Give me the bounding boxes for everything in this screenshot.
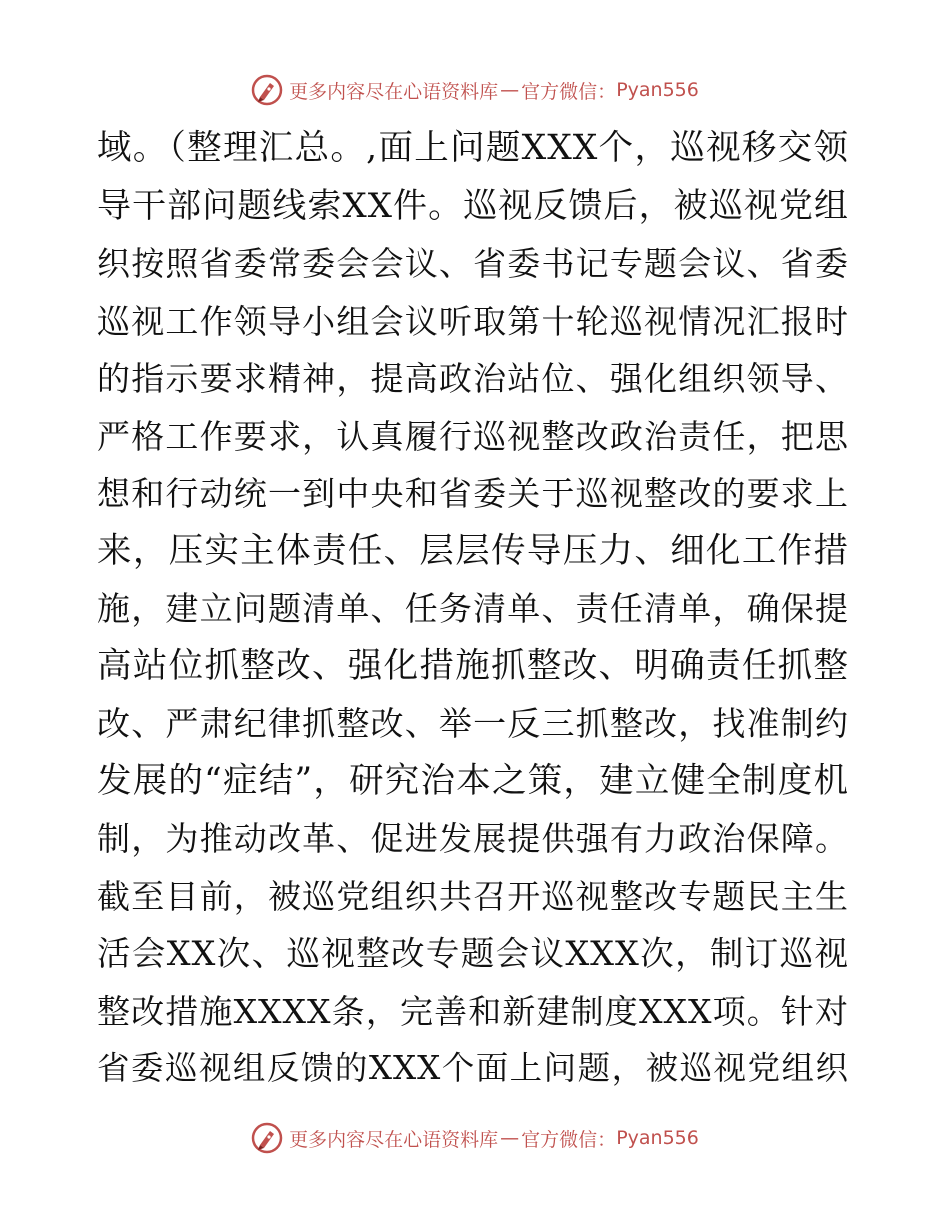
text-line: 严格工作要求，认真履行巡视整改政治责任，把思 bbox=[97, 416, 849, 456]
text-line: 制，为推动改革、促进发展提供强有力政治保障。 bbox=[97, 819, 849, 858]
pen-nib-logo-icon bbox=[251, 1122, 283, 1154]
banner-wechat-id: Pyan556 bbox=[616, 79, 699, 101]
banner-separator: — bbox=[500, 1127, 520, 1149]
text-line: 施，建立问题清单、任务清单、责任清单，确保提 bbox=[97, 589, 849, 628]
text-line: 导干部问题线索XX件。巡视反馈后，被巡视党组 bbox=[97, 185, 849, 226]
footer-watermark-banner bbox=[0, 1118, 950, 1158]
header-watermark-banner bbox=[0, 70, 950, 110]
text-line: 整改措施XXXX条，完善和新建制度XXX项。针对 bbox=[97, 991, 849, 1031]
banner-official-label: 官方微信： bbox=[521, 80, 617, 103]
text-line: 来，压实主体责任、层层传导压力、细化工作措 bbox=[97, 530, 849, 571]
banner-text: 更多内容尽在心语资料库 bbox=[289, 80, 499, 103]
text-line: 织按照省委常委会会议、省委书记专题会议、省委 bbox=[97, 244, 849, 283]
text-line: 发展的“症结”，研究治本之策，建立健全制度机 bbox=[97, 760, 849, 801]
text-line: 截至目前，被巡党组织共召开巡视整改专题民主生 bbox=[97, 876, 849, 916]
pen-nib-logo-icon bbox=[251, 74, 283, 106]
text-line: 高站位抓整改、强化措施抓整改、明确责任抓整 bbox=[97, 645, 849, 686]
banner-text: 更多内容尽在心语资料库 bbox=[289, 1128, 499, 1151]
text-line: 域。（整理汇总。,面上问题XXX个，巡视移交领 bbox=[97, 128, 849, 168]
text-line: 想和行动统一到中央和省委关于巡视整改的要求上 bbox=[97, 474, 849, 513]
document-body bbox=[97, 120, 849, 1098]
text-line: 活会XX次、巡视整改专题会议XXX次，制订巡视 bbox=[97, 934, 849, 973]
text-line: 巡视工作领导小组会议听取第十轮巡视情况汇报时 bbox=[97, 301, 849, 341]
banner-official-label: 官方微信： bbox=[521, 1128, 617, 1151]
banner-separator: — bbox=[500, 79, 520, 101]
text-line: 的指示要求精神，提高政治站位、强化组织领导、 bbox=[97, 359, 849, 398]
text-line: 改、严肃纪律抓整改、举一反三抓整改，找准制约 bbox=[97, 704, 849, 743]
text-line: 省委巡视组反馈的XXX个面上问题，被巡视党组织 bbox=[97, 1049, 849, 1087]
banner-wechat-id: Pyan556 bbox=[616, 1127, 699, 1149]
